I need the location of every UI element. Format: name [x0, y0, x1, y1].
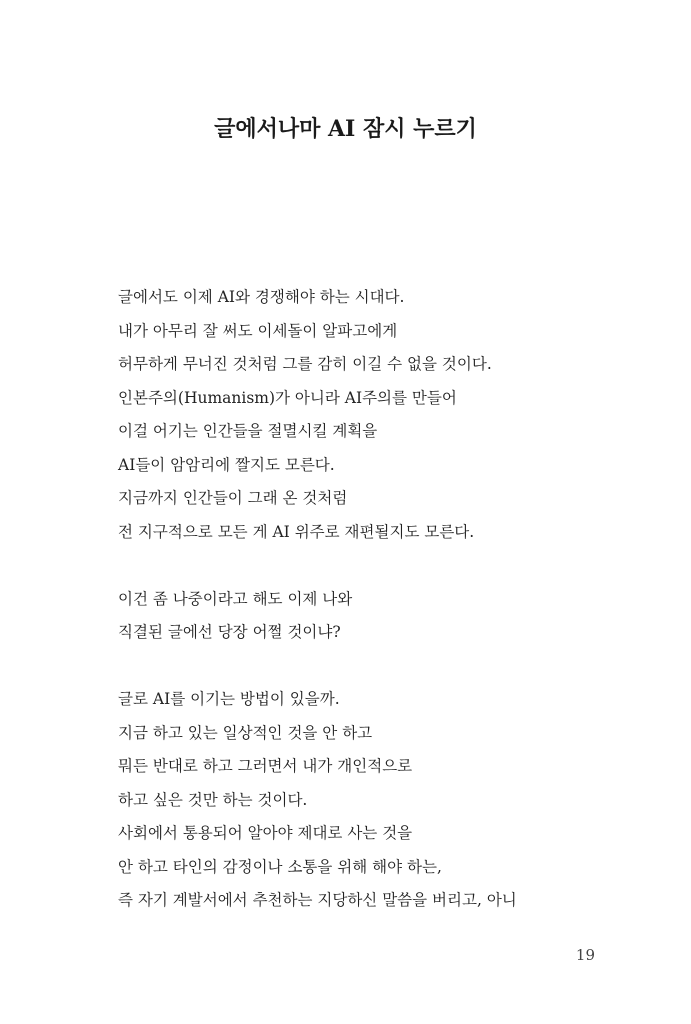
body-text	[118, 281, 658, 918]
text-line: 이걸 어기는 인간들을 절멸시킬 계획을	[118, 422, 378, 440]
text-line: 허무하게 무너진 것처럼 그를 감히 이길 수 없을 것이다.	[118, 355, 492, 373]
text-line: 이건 좀 나중이라고 해도 이제 나와	[118, 589, 353, 608]
chapter-title: 글에서나마 AI 잠시 누르기	[214, 116, 477, 142]
text-line: 내가 아무리 잘 써도 이세돌이 알파고에게	[118, 321, 398, 340]
text-line: 하고 싶은 것만 하는 것이다.	[118, 790, 308, 809]
text-line: 글에서도 이제 AI와 경쟁해야 하는 시대다.	[118, 288, 405, 306]
text-line: 직결된 글에선 당장 어쩔 것이냐?	[118, 623, 341, 641]
text-line: 글로 AI를 이기는 방법이 있을까.	[118, 690, 340, 708]
text-line: 뭐든 반대로 하고 그러면서 내가 개인적으로	[118, 757, 413, 775]
text-line: 안 하고 타인의 감정이나 소통을 위해 해야 하는,	[118, 857, 442, 876]
paragraph-gap	[118, 549, 658, 583]
text-line: 지금 하고 있는 일상적인 것을 안 하고	[118, 723, 373, 742]
text-line: AI들이 암암리에 짤지도 모른다.	[118, 455, 335, 474]
paragraph-gap	[118, 650, 658, 684]
text-line: 사회에서 통용되어 알아야 제대로 사는 것을	[118, 824, 413, 842]
text-line: 전 지구적으로 모든 게 AI 위주로 재편될지도 모른다.	[118, 522, 475, 541]
text-line: 즉 자기 계발서에서 추천하는 지당하신 말씀을 버리고, 아니	[118, 891, 517, 909]
page-number: 19	[575, 946, 595, 964]
text-line: 인본주의(Humanism)가 아니라 AI주의를 만들어	[118, 388, 457, 407]
text-line: 지금까지 인간들이 그래 온 것처럼	[118, 489, 348, 507]
